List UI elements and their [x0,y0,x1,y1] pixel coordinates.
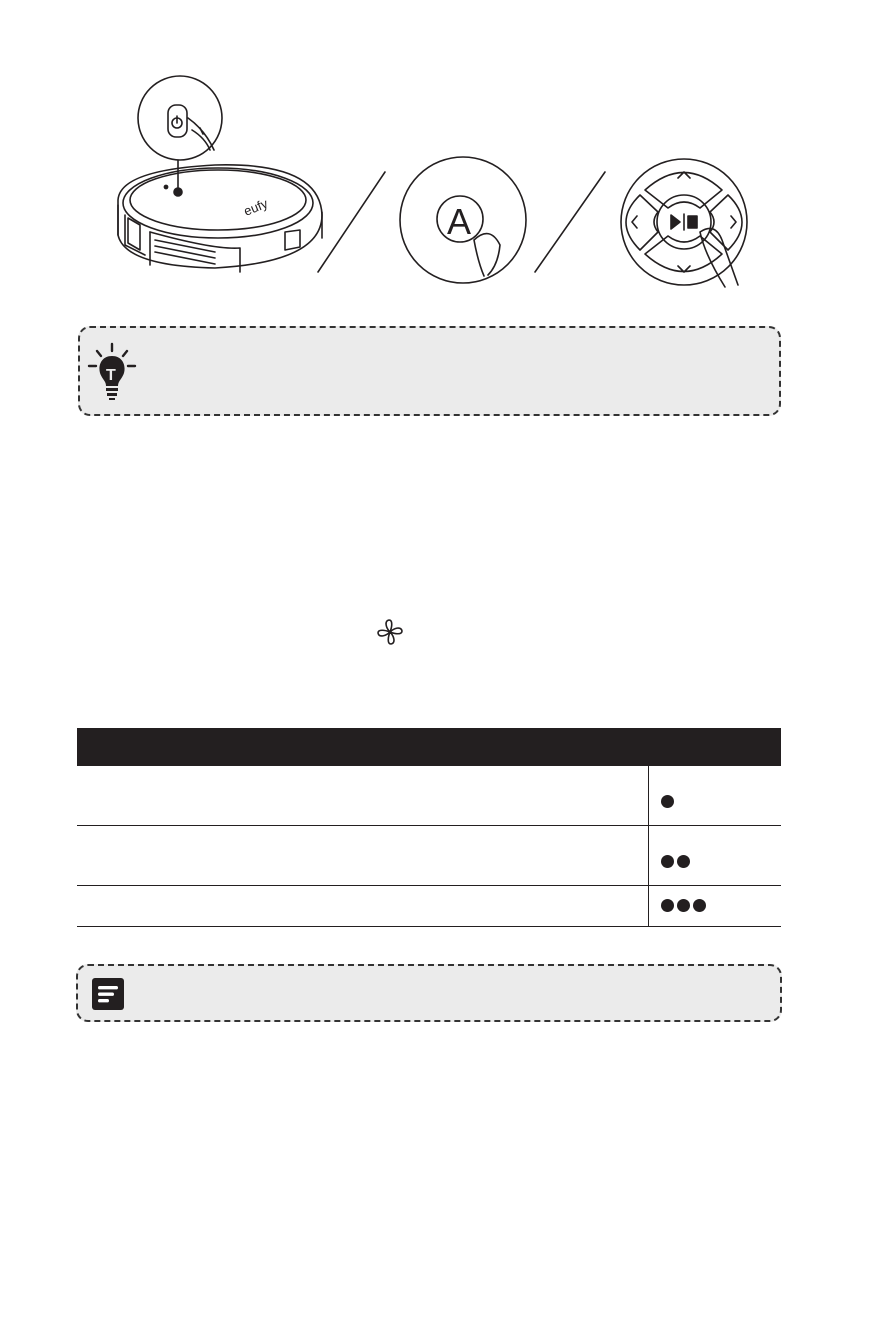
level-cell [648,885,781,926]
brand-logo: eufy [241,195,270,219]
table-header-mode [77,728,648,765]
suction-level-table [77,728,781,927]
level-dot [661,899,674,912]
note-box [76,964,782,1022]
table-row [77,765,781,825]
mode-cell [77,765,648,825]
tip-bulb-icon [86,342,142,404]
auto-button-label: A [447,201,472,242]
fan-icon [376,618,404,646]
table-row [77,825,781,885]
level-dot [677,899,690,912]
level-dot [661,795,674,808]
level-indicator-1 [661,795,782,808]
tip-icon-letter: T [106,367,116,384]
operation-illustration [0,0,895,320]
table-header-row [77,728,781,765]
level-cell [648,825,781,885]
power-switch-zoom [138,76,222,160]
level-dot [677,855,690,868]
auto-button-zoom [400,157,526,283]
remote-dpad-zoom [621,159,747,287]
tip-box [78,326,781,416]
table-header-level [648,728,781,765]
mode-cell [77,825,648,885]
level-dot [661,855,674,868]
robot-vacuum-illustration [118,165,322,272]
level-cell [648,765,781,825]
level-dot [693,899,706,912]
level-indicator-3 [661,899,782,912]
mode-cell [77,885,648,926]
table-row [77,885,781,926]
note-icon [92,978,124,1010]
level-indicator-2 [661,855,782,868]
